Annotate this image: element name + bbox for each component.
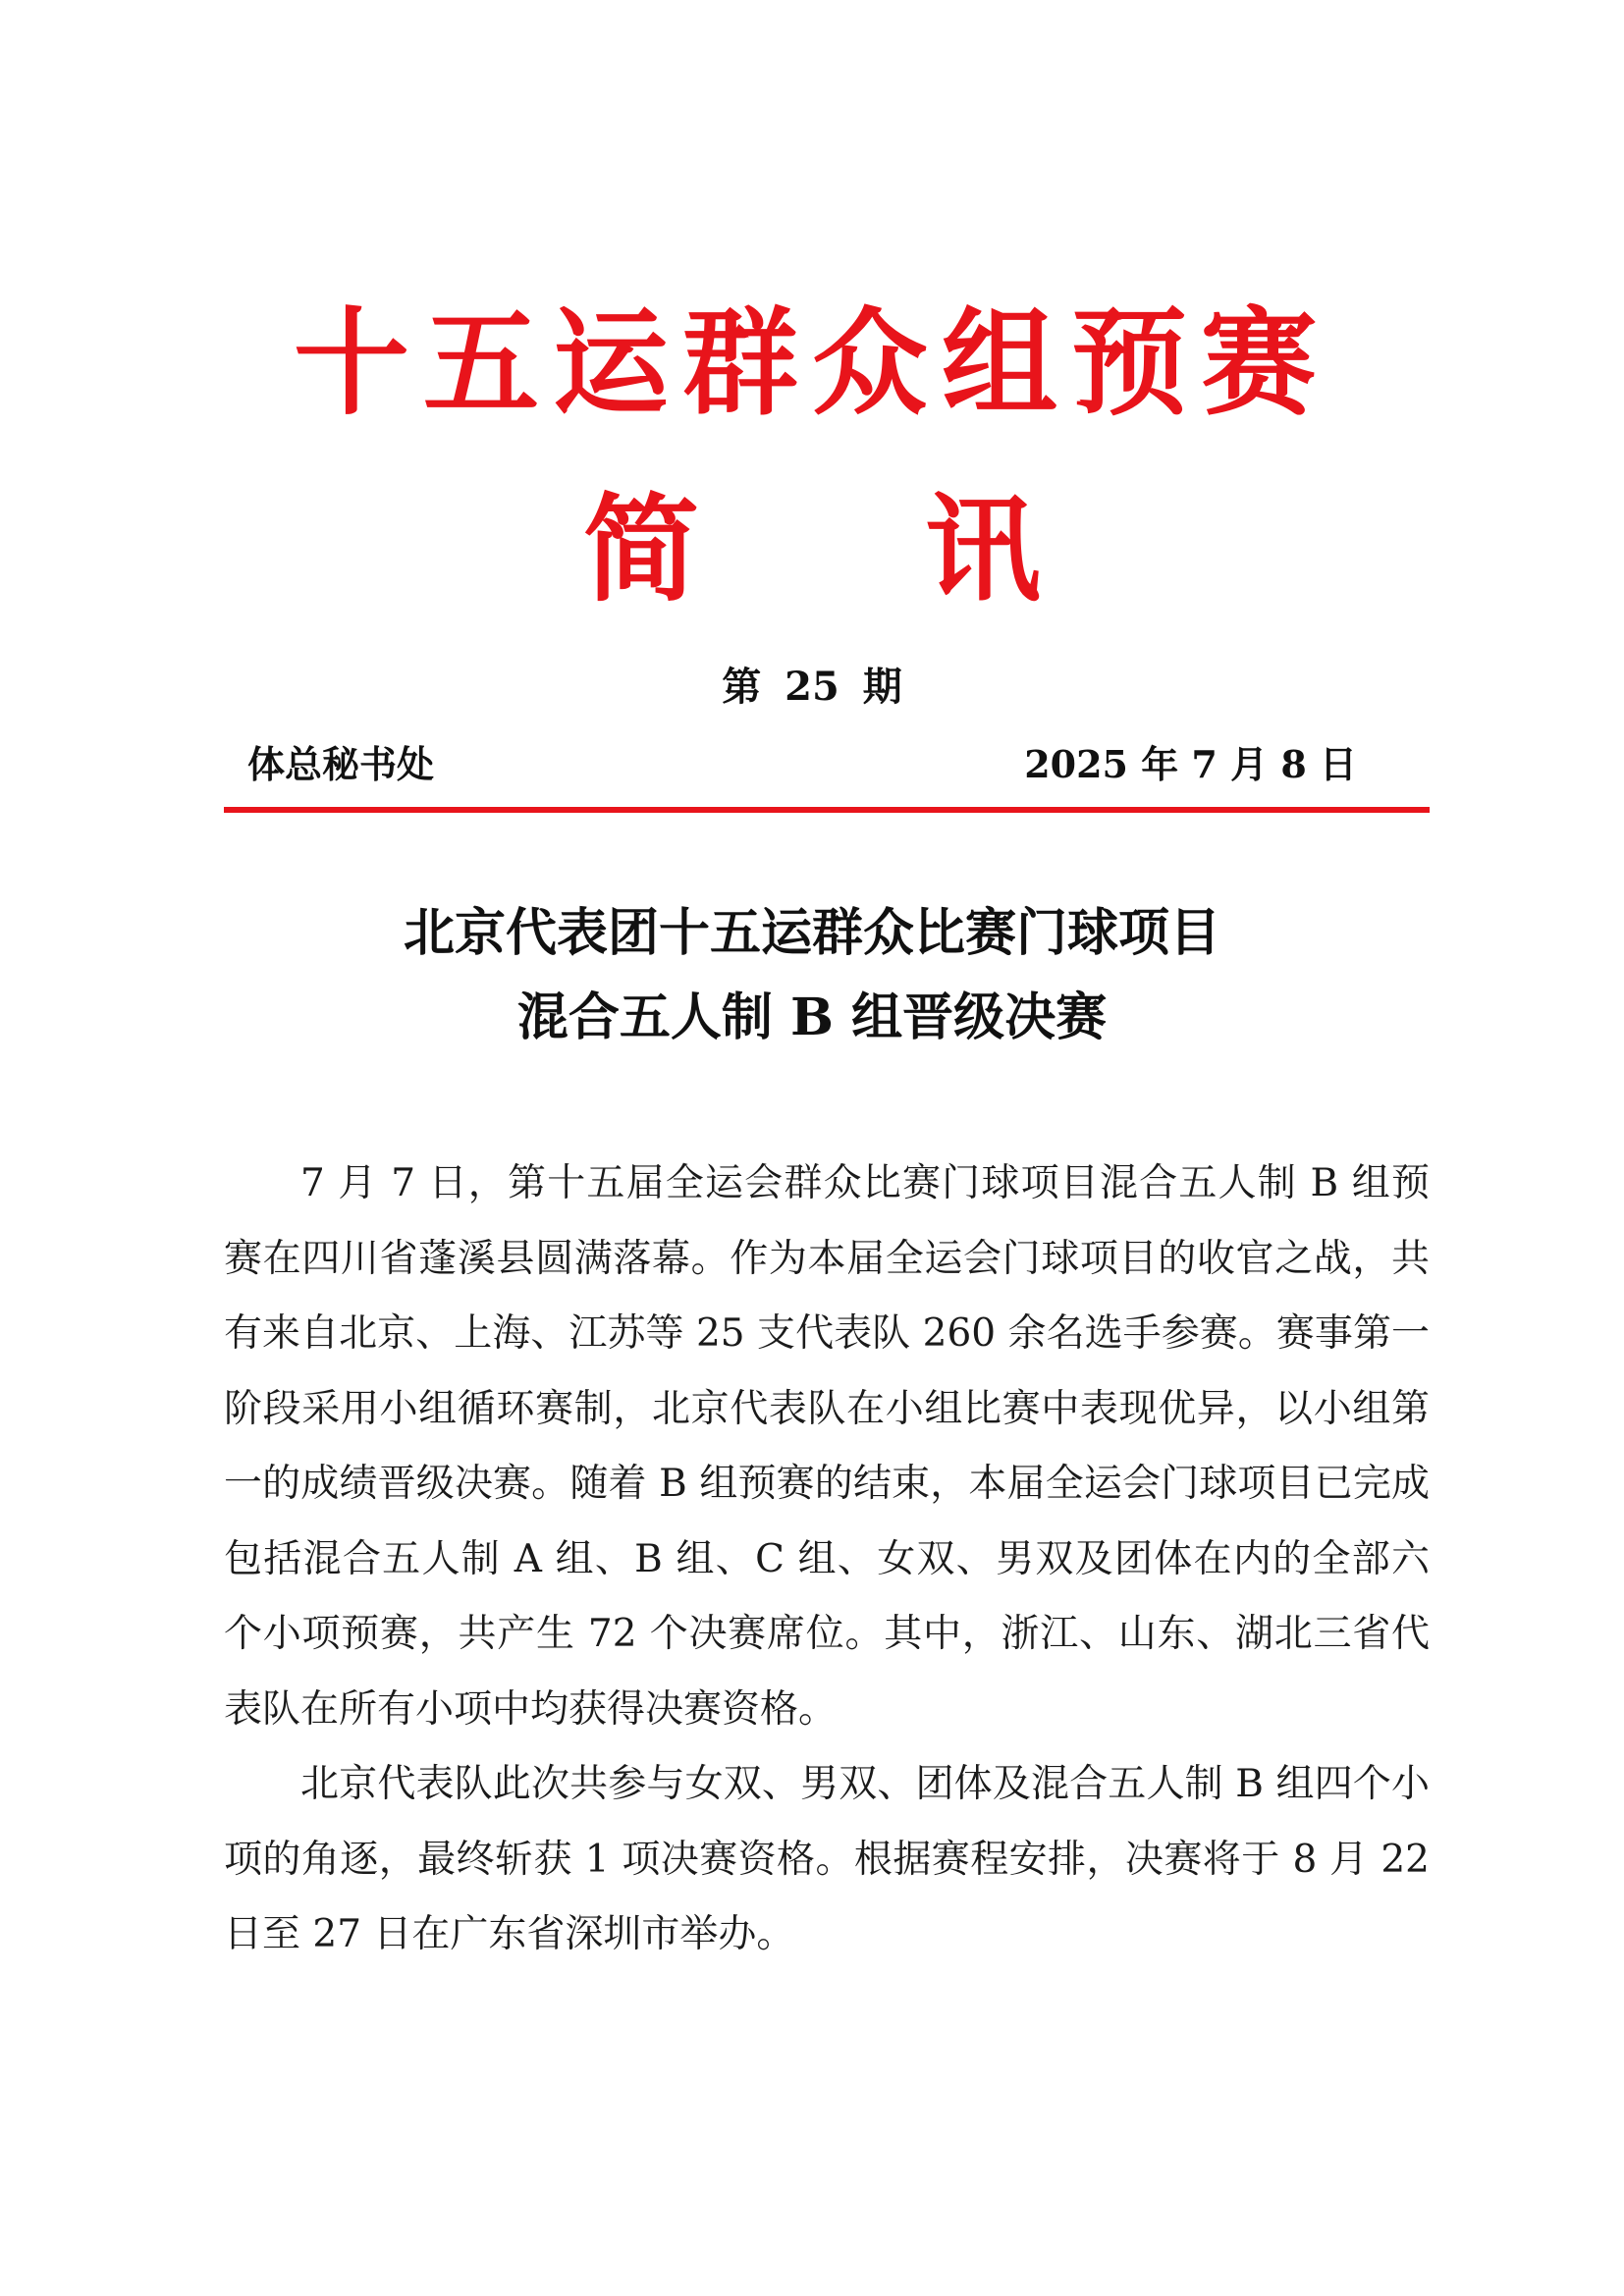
article-title-line-1: 北京代表团十五运群众比赛门球项目: [403, 903, 1220, 963]
article-body: [224, 1147, 1430, 1973]
masthead-title: 十五运群众组预赛: [293, 294, 1330, 431]
issuer: 体总秘书处: [247, 742, 435, 786]
red-divider-rule: [224, 807, 1430, 813]
issue-date: 2025 年 7 月 8 日: [1024, 742, 1357, 786]
masthead-subtitle-right: 讯: [925, 481, 1042, 617]
masthead-subtitle: [0, 481, 1624, 618]
article-title: [0, 891, 1624, 1060]
article-title-line-2: 混合五人制 B 组晋级决赛: [516, 988, 1108, 1047]
masthead-subtitle-left: 简: [582, 481, 699, 617]
article-paragraph: 北京代表队此次共参与女双、男双、团体及混合五人制 B 组四个小项的角逐，最终斩获 1 项决赛资格。根据赛程安排，决赛将于 8 月 22 日至 27 日在广东省深圳市举办。: [224, 1762, 1430, 1956]
issue-number: 第 25 期: [722, 664, 902, 710]
article-paragraph: 7 月 7 日，第十五届全运会群众比赛门球项目混合五人制 B 组预赛在四川省蓬溪县圆满落幕。作为本届全运会门球项目的收官之战，共有来自北京、上海、江苏等 25 支代表队 260 余名选手参赛。赛事第一阶段采用小组循环赛制，北京代表队在小组比赛中表现优异，以小组第一的成绩晋级决赛。随着 B 组预赛的结束，本届全运会门球项目已完成包括混合五人制 A 组、B 组、C 组、女双、男双及团体在内的全部六个小项预赛，共产生 72 个决赛席位。其中，浙江、山东、湖北三省代表队在所有小项中均获得决赛资格。: [224, 1161, 1430, 1732]
